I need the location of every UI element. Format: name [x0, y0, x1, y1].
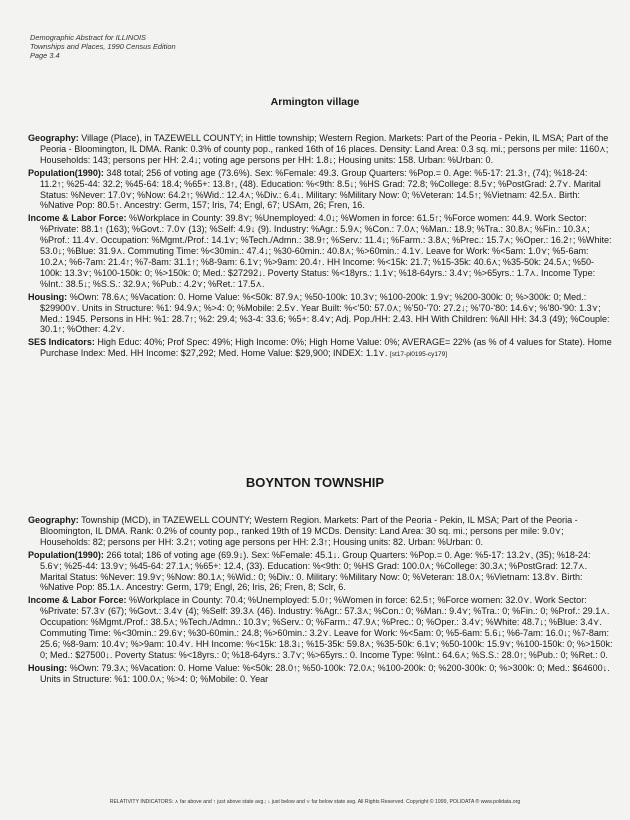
- header-edition: Townships and Places, 1990 Census Edition: [30, 42, 176, 51]
- geography-text: Township (MCD), in TAZEWELL COUNTY; Western Region. Markets: Part of the Peoria - Pekin, IL MSA; Part of the Peoria - Bloomington, IL DMA. Rank: 0.2% of county pop., ranked 19th of 19 MCDs. Density: Land Area: 30 sq. mi.; persons per mile: 9.0⋎; Households: 82; persons per HH: 3.2↑; voting age persons per HH: 2.3↑; Housing units: 82. Urban: %Urban: 0.: [40, 515, 578, 547]
- armington-section: [28, 133, 613, 363]
- ses-paragraph: [28, 337, 613, 361]
- geography-label: Geography:: [28, 133, 79, 143]
- geography-text: Village (Place), in TAZEWELL COUNTY; in Hittle township; Western Region. Markets: Part of the Peoria - Pekin, IL MSA; Part of the Peoria - Bloomington, IL DMA. Rank: 0.3% of county pop., ranked 16th of 16 places. Density: Land Area: 0.3 sq. mi.; persons per mile: 1160⋏; Households: 143; persons per HH: 2.4↓; voting age persons per HH: 1.8↓; Housing units: 158. Urban: %Urban: 0.: [40, 133, 609, 165]
- income-paragraph: [28, 213, 613, 289]
- page-header: [30, 33, 176, 60]
- population-paragraph: [28, 550, 613, 594]
- income-text: %Workplace in County: 70.4; %Unemployed: 5.0↑; %Women in force: 62.5↑; %Force women: 32.0⋎. Work Sector: %Private: 57.3⋎ (67); %Govt.: 3.4⋎ (4); %Self: 39.3⋏ (46). Industry: %Agr.: 57.3⋏; %Con.: 0; %Man.: 9.4⋎; %Tra.: 0; %Fin.: 0; %Prof.: 29.1⋏. Occupation: %Mgmt./Prof.: 38.5⋏; %Tech./Admn.: 10.3⋎; %Serv.: 0; %Farm.: 47.9⋏; %Prec.: 0; %Oper.: 3.4⋎; %White: 48.7↓; %Blue: 3.4⋎. Commuting Time: %<30min.: 29.6⋎; %30-60min.: 24.8; %>60min.: 3.2⋎. Leave for Work: %<5am: 0; %5-6am: 5.6↓; %6-7am: 16.0↓; %7-8am: 25.6; %8-9am: 10.4⋎; %>9am: 10.4⋎. HH Income: %<15k: 18.3↓; %15-35k: 59.8⋏; %35-50k: 6.1⋎; %50-100k: 15.9⋎; %100-150k: 0; %>150k: 0; Med.: $27500↓. Poverty Status: %<18yrs.: 0; %18-64yrs.: 3.7⋎; %>65yrs.: 0. Income Type: %Int.: 64.6⋏; %S.S.: 28.0↑; %Pub.: 0; %Ret.: 0.: [40, 595, 613, 660]
- geography-paragraph: [28, 515, 613, 548]
- housing-text: %Own: 79.3⋏; %Vacation: 0. Home Value: %<50k: 28.0↑; %50-100k: 72.0⋏; %100-200k: 0; %200-300k: 0; %>300k: 0; Med.: $64600↓. Units in Structure: %1: 100.0⋏; %>4: 0; %Mobile: 0. Year: [40, 662, 610, 684]
- income-text: %Workplace in County: 39.8⋎; %Unemployed: 4.0↓; %Women in force: 61.5↑; %Force women: 44.9. Work Sector: %Private: 88.1↑ (163); %Govt.: 7.0⋎ (13); %Self: 4.9↓ (9). Industry: %Agr.: 5.9⋏; %Con.: 7.0⋏; %Man.: 18.9; %Tra.: 30.8⋏; %Fin.: 10.3⋏; %Prof.: 11.4⋎. Occupation: %Mgmt./Prof.: 14.1⋎; %Tech./Admn.: 38.9↑; %Serv.: 11.4↓; %Farm.: 3.8⋏; %Prec.: 15.7⋏; %Oper.: 16.2↑; %White: 53.0↓; %Blue: 31.9⋏. Commuting Time: %<30min.: 47.4↓; %30-60min.: 40.8⋏; %>60min.: 4.1⋎. Leave for Work: %<5am: 1.0⋎; %5-6am: 10.2⋏; %6-7am: 21.4↑; %7-8am: 31.1↑; %8-9am: 6.1⋎; %>9am: 20.4↑. HH Income: %<15k: 21.7; %15-35k: 40.6⋏; %35-50k: 24.5⋏; %50-100k: 13.3⋎; %100-150k: 0; %>150k: 0; Med.: $27292↓. Poverty Status: %<18yrs.: 1.1⋎; %18-64yrs.: 3.4⋎; %>65yrs.: 1.7⋏. Income Type: %Int.: 38.5↓; %S.S.: 32.9⋏; %Pub.: 4.2⋎; %Ret.: 17.5⋏.: [40, 213, 612, 289]
- header-page-number: Page 3.4: [30, 51, 60, 60]
- ses-reference-code: [st17-pl0195-cy179]: [389, 351, 448, 359]
- housing-paragraph: [28, 663, 613, 685]
- population-text: 348 total; 256 of voting age (73.6%). Sex: %Female: 49.3. Group Quarters: %Pop.= 0. Age: %5-17: 21.3↑, (74); %18-24: 11.2↑; %25-44: 32.2; %45-64: 18.4; %65+: 13.8↑, (48). Education: %<9th: 8.5↓; %HS Grad: 72.8; %College: 8.5⋎; %PostGrad: 2.7⋎. Marital Status: %Never: 17.0⋎; %Now: 64.2↑; %Wid.: 12.4⋏; %Div.: 6.4↓. Military: %Military Now: 0; %Veteran: 14.5↑; %Vietnam: 42.5⋏. Birth: %Native Pop: 80.5↑. Ancestry: Germ, 157; Iris, 74; Engl, 67; USAm, 26; Fren, 16.: [40, 167, 601, 211]
- housing-label: Housing:: [28, 662, 68, 673]
- header-publication-title: Demographic Abstract for ILLINOIS: [30, 33, 146, 42]
- geography-paragraph: [28, 133, 613, 166]
- relativity-footer: RELATIVITY INDICATORS: ⋏ far above and ↑ just above state avg.; ↓ just below and ⋎ far below state avg. All Rights Reserved. Copyright © 1999, POLIDATA ® www.polidata.org: [109, 799, 521, 805]
- place-title-boynton: BOYNTON TOWNSHIP: [245, 475, 385, 490]
- ses-label: SES Indicators:: [28, 337, 95, 348]
- ses-text: High Educ: 40%; Prof Spec: 49%; High Income: 0%; High Home Value: 0%; AVERAGE= 22% (as % of 4 values for State). Home Purchase Index: Med. HH Income: $27,292; Med. Home Value: $29,900; INDEX: 1.1⋎.: [40, 337, 612, 359]
- population-label: Population(1990):: [28, 167, 104, 178]
- housing-text: %Own: 78.6⋏; %Vacation: 0. Home Value: %<50k: 87.9⋏; %50-100k: 10.3⋎; %100-200k: 1.9⋎; %200-300k: 0; %>300k: 0; Med.: $29900⋎. Units in Structure: %1: 94.9⋏; %>4: 0; %Mobile: 2.5⋎. Year Built: %<'50: 57.0⋏; %'50-'70: 27.2↓; %'70-'80: 14.6⋎; %'80-'90: 1.3⋎; Med.: 1945. Persons in HH: %1: 28.7↑; %2: 29.4; %3-4: 33.6; %5+: 8.4⋎; Adj. Pop./HH: 2.43. HH With Children: %All HH: 34.3 (49); %Couple: 30.1↑; %Other: 4.2⋎.: [40, 291, 610, 335]
- population-text: 266 total; 186 of voting age (69.9↓). Sex: %Female: 45.1↓. Group Quarters: %Pop.= 0. Age: %5-17: 13.2⋎, (35); %18-24: 5.6⋎; %25-44: 13.9⋎; %45-64: 27.1⋏; %65+: 12.4, (33). Education: %<9th: 0; %HS Grad: 100.0⋏; %College: 30.3⋏; %PostGrad: 12.7⋏. Marital Status: %Never: 19.9⋎; %Now: 80.1⋏; %Wid.: 0; %Div.: 0. Military: %Military Now: 0; %Veteran: 18.0⋏; %Vietnam: 13.8⋎. Birth: %Native Pop: 85.1⋏. Ancestry: Germ, 179; Engl, 26; Iris, 26; Fren, 8; Sclr, 6.: [40, 549, 591, 593]
- housing-paragraph: [28, 292, 613, 336]
- boynton-section: [28, 515, 613, 687]
- income-label: Income & Labor Force:: [28, 595, 127, 606]
- population-paragraph: [28, 168, 613, 212]
- housing-label: Housing:: [28, 291, 68, 302]
- income-label: Income & Labor Force:: [28, 213, 127, 224]
- population-label: Population(1990):: [28, 549, 104, 560]
- place-title-armington: Armington village: [270, 96, 360, 108]
- geography-label: Geography:: [28, 515, 79, 525]
- income-paragraph: [28, 595, 613, 660]
